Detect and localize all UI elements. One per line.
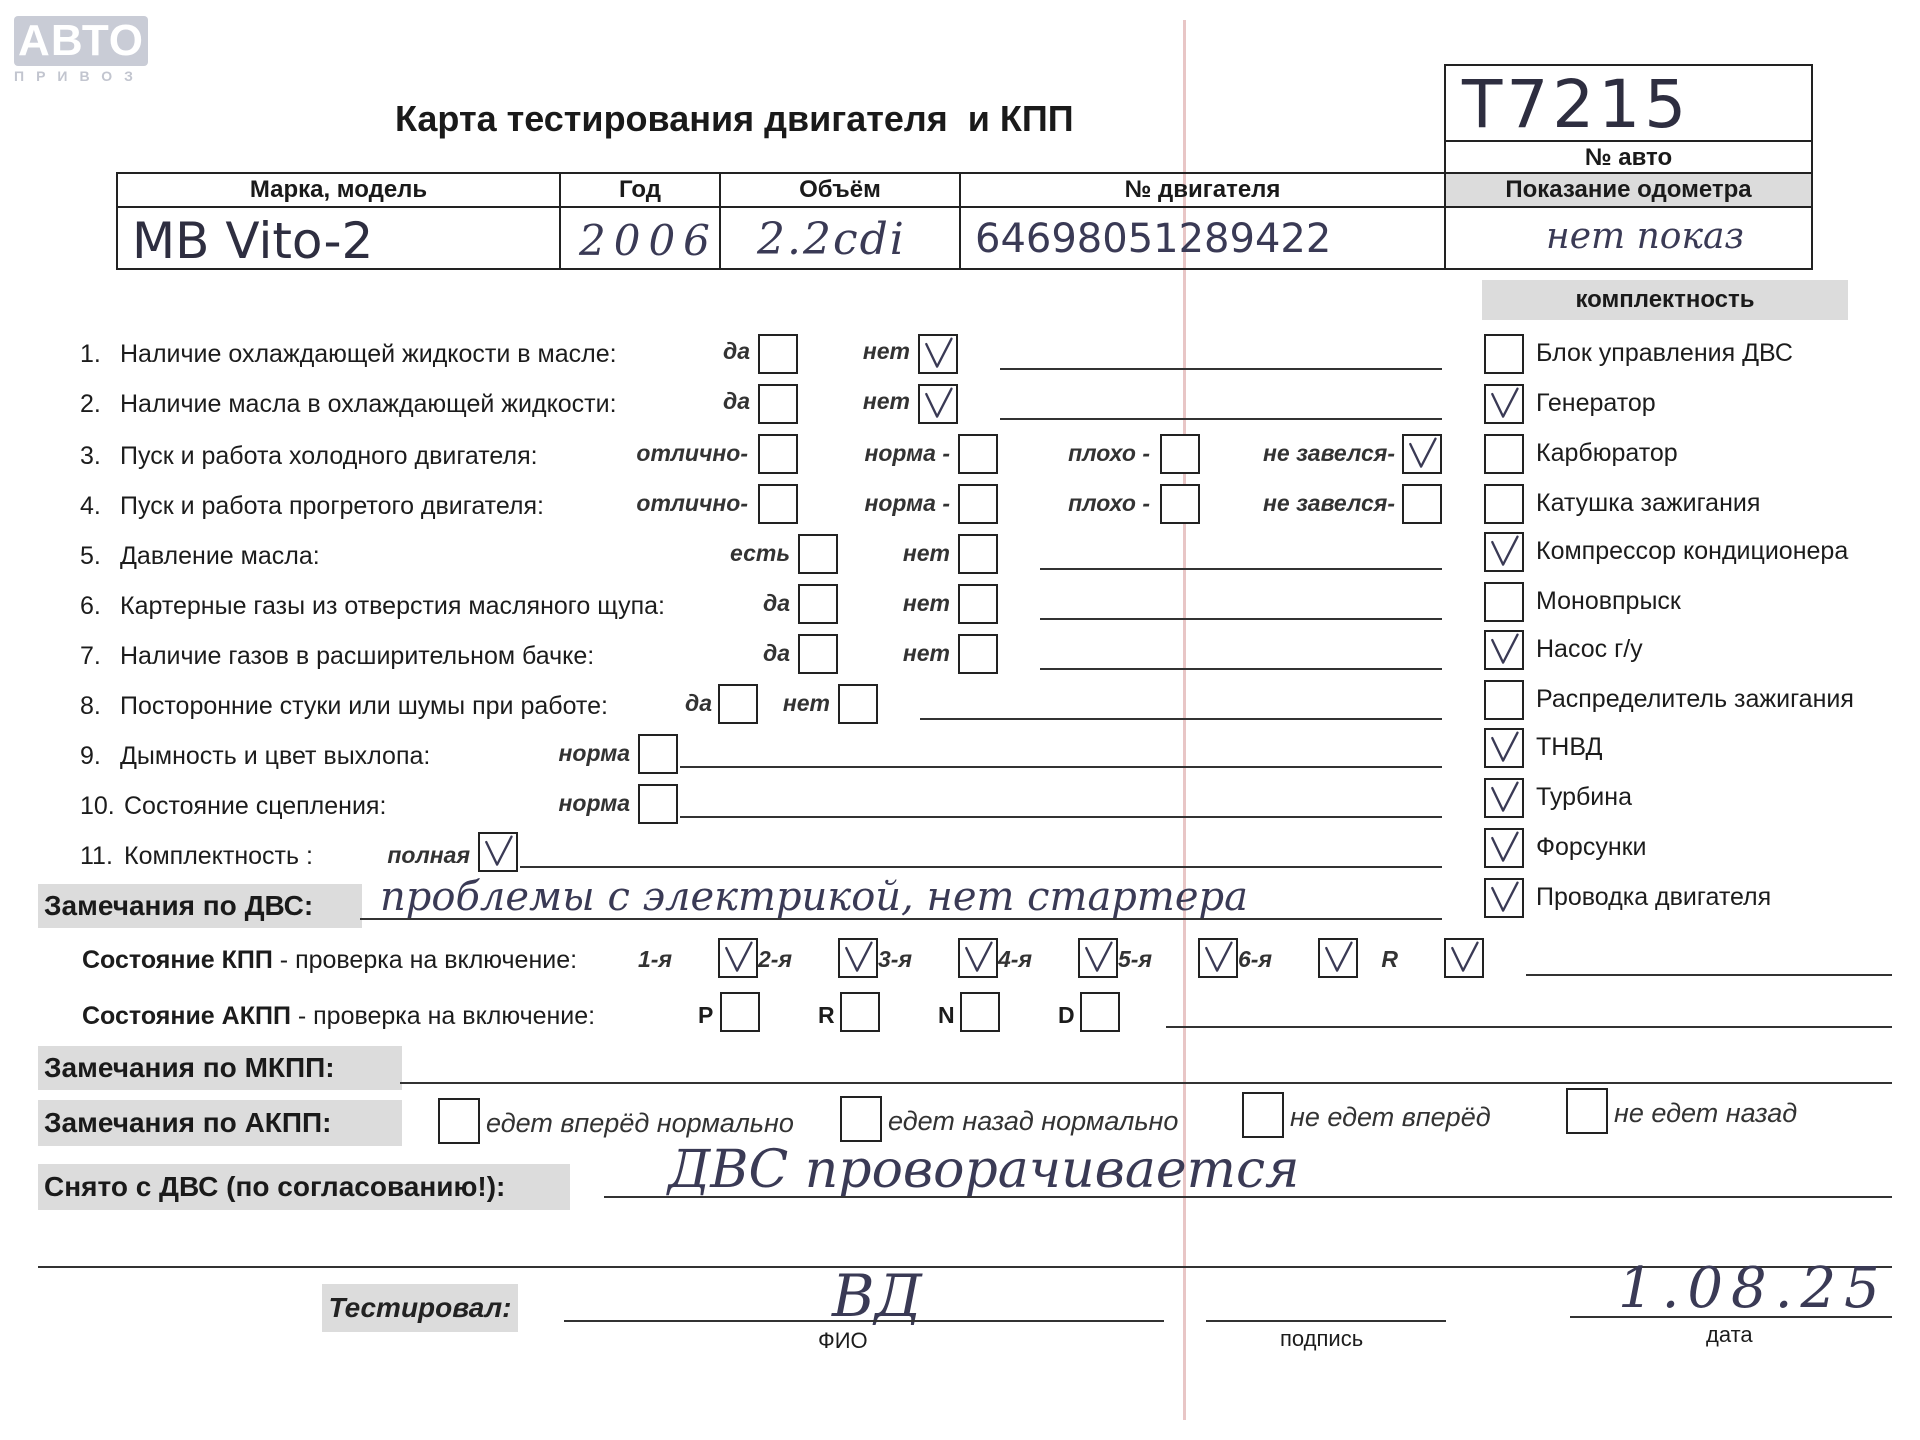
q4-normal-checkbox[interactable]: [958, 484, 998, 524]
q5-no-label: нет: [902, 540, 950, 566]
header-value-volume: 2.2cdi: [757, 214, 906, 265]
completeness-item-label: ТНВД: [1536, 733, 1603, 761]
mkpp-remarks-line: [400, 1082, 1892, 1084]
header-col-year: [559, 172, 721, 208]
q7-yes-label: да: [762, 640, 790, 666]
car-id-label-cell: [1444, 140, 1813, 175]
question-text: Наличие охлаждающей жидкости в масле:: [120, 340, 617, 368]
completeness-item-label: Компрессор кондиционера: [1536, 537, 1849, 565]
q4-bad-label: плохо -: [1068, 490, 1150, 516]
q8-no-checkbox[interactable]: [838, 684, 878, 724]
completeness-checkbox[interactable]: [1484, 778, 1524, 818]
q3-excellent-checkbox[interactable]: [758, 434, 798, 474]
akpp-backward-normal-label: едет назад нормально: [888, 1106, 1179, 1136]
tested-name: ВД: [832, 1262, 922, 1330]
akpp-not-backward-label: не едет назад: [1614, 1098, 1798, 1128]
q3-excellent-label: отлично-: [636, 440, 748, 466]
question-text: Наличие газов в расширительном бачке:: [120, 642, 595, 670]
q10-normal-checkbox[interactable]: [638, 784, 678, 824]
question-number: 4.: [80, 492, 101, 520]
akpp-mode-checkbox[interactable]: [960, 992, 1000, 1032]
question-text: Дымность и цвет выхлопа:: [120, 742, 431, 770]
q4-excellent-label: отлично-: [636, 490, 748, 516]
car-id-value: T7215: [1462, 66, 1691, 143]
header-val-volume-cell: [719, 206, 961, 270]
akpp-backward-normal-checkbox[interactable]: [840, 1096, 882, 1142]
kpp-gear-label: 3-я: [878, 946, 912, 972]
q8-yes-label: да: [684, 690, 712, 716]
q3-not-started-label: не завелся-: [1263, 440, 1395, 466]
header-col-engine: [959, 172, 1446, 208]
q1-line: [1000, 368, 1442, 370]
q4-not-started-checkbox[interactable]: [1402, 484, 1442, 524]
ice-remarks-line: [360, 918, 1442, 920]
q3-normal-label: норма -: [864, 440, 950, 466]
completeness-item-label: Блок управления ДВС: [1536, 339, 1793, 367]
kpp-gear-label: 4-я: [998, 946, 1032, 972]
q5-present-checkbox[interactable]: [798, 534, 838, 574]
logo: [14, 16, 150, 86]
completeness-item-label: Распределитель зажигания: [1536, 685, 1854, 713]
question-text: Пуск и работа холодного двигателя:: [120, 442, 538, 470]
q1-no-checkbox[interactable]: [918, 334, 958, 374]
completeness-checkbox[interactable]: [1484, 728, 1524, 768]
q7-no-label: нет: [902, 640, 950, 666]
q2-no-label: нет: [862, 388, 910, 414]
kpp-gear-label: R: [1381, 946, 1398, 972]
completeness-item-label: Проводка двигателя: [1536, 883, 1772, 911]
completeness-checkbox[interactable]: [1484, 532, 1524, 572]
q1-no-label: нет: [862, 338, 910, 364]
kpp-gear-label: 6-я: [1238, 946, 1272, 972]
question-number: 1.: [80, 340, 101, 368]
signature-caption: подпись: [1280, 1326, 1364, 1351]
akpp-not-backward-checkbox[interactable]: [1566, 1088, 1608, 1134]
removed-label: Снято с ДВС (по согласованию!):: [38, 1164, 570, 1210]
completeness-checkbox[interactable]: [1484, 630, 1524, 670]
akpp-remarks-label: Замечания по АКПП:: [38, 1100, 402, 1146]
header-label-odometer: Показание одометра: [1505, 176, 1752, 203]
header-col-model: [116, 172, 561, 208]
removed-value: ДВС проворачивается: [668, 1140, 1300, 1200]
header-label-year: Год: [619, 176, 661, 203]
q8-no-label: нет: [782, 690, 830, 716]
question-number: 5.: [80, 542, 101, 570]
question-text: Состояние сцепления:: [124, 792, 387, 820]
header-value-odometer: нет показ: [1546, 216, 1745, 257]
header-val-engine-cell: [959, 206, 1446, 270]
question-text: Посторонние стуки или шумы при работе:: [120, 692, 608, 720]
completeness-checkbox[interactable]: [1484, 828, 1524, 868]
akpp-mode-checkbox[interactable]: [720, 992, 760, 1032]
q6-line: [1040, 618, 1442, 620]
q2-yes-label: да: [722, 388, 750, 414]
completeness-checkbox[interactable]: [1484, 484, 1524, 524]
q5-present-label: есть: [730, 540, 790, 566]
completeness-item-label: Катушка зажигания: [1536, 489, 1761, 517]
header-value-year: 2006: [579, 216, 718, 265]
mkpp-remarks-label: Замечания по МКПП:: [38, 1046, 402, 1090]
q6-no-checkbox[interactable]: [958, 584, 998, 624]
q1-yes-label: да: [722, 338, 750, 364]
q8-yes-checkbox[interactable]: [718, 684, 758, 724]
akpp-mode-checkbox[interactable]: [1080, 992, 1120, 1032]
kpp-label: [82, 946, 577, 975]
q7-no-checkbox[interactable]: [958, 634, 998, 674]
completeness-item-label: Насос г/у: [1536, 635, 1643, 663]
akpp-label: [82, 1002, 595, 1031]
header-col-odometer: [1444, 172, 1813, 208]
question-number: 7.: [80, 642, 101, 670]
ice-remarks-value: проблемы с электрикой, нет стартера: [380, 874, 1248, 920]
car-id-box: [1444, 64, 1813, 143]
q7-line: [1040, 668, 1442, 670]
header-label-volume: Объём: [799, 176, 881, 203]
question-number: 8.: [80, 692, 101, 720]
completeness-item-label: Турбина: [1536, 783, 1632, 811]
header-label-model: Марка, модель: [249, 176, 428, 203]
kpp-gear-label: 5-я: [1118, 946, 1152, 972]
kpp-gear-label: 1-я: [638, 946, 672, 972]
car-id-label: № авто: [1584, 144, 1673, 171]
q6-yes-label: да: [762, 590, 790, 616]
akpp-label-rest: - проверка на включение:: [290, 1002, 596, 1030]
akpp-mode-label: R: [818, 1002, 835, 1028]
q2-no-checkbox[interactable]: [918, 384, 958, 424]
q3-normal-checkbox[interactable]: [958, 434, 998, 474]
completeness-checkbox[interactable]: [1484, 680, 1524, 720]
completeness-checkbox[interactable]: [1484, 878, 1524, 918]
q6-no-label: нет: [902, 590, 950, 616]
question-text: Наличие масла в охлаждающей жидкости:: [120, 390, 617, 418]
signature-line: [1206, 1320, 1446, 1322]
kpp-label-bold: Состояние КПП: [82, 946, 273, 974]
question-number: 10.: [80, 792, 115, 820]
q4-normal-label: норма -: [864, 490, 950, 516]
akpp-label-bold: Состояние АКПП: [82, 1002, 291, 1030]
akpp-line: [1166, 1026, 1892, 1028]
question-text: Комплектность :: [124, 842, 313, 870]
kpp-gear-label: 2-я: [758, 946, 792, 972]
question-number: 3.: [80, 442, 101, 470]
question-number: 2.: [80, 390, 101, 418]
tested-name-caption: ФИО: [818, 1328, 868, 1353]
akpp-not-forward-label: не едет вперёд: [1290, 1102, 1491, 1132]
akpp-mode-label: D: [1058, 1002, 1075, 1028]
header-value-model: MB Vito-2: [132, 212, 374, 270]
header-val-odometer-cell: [1444, 206, 1813, 270]
tested-label: Тестировал:: [322, 1284, 518, 1332]
completeness-checkbox[interactable]: [1484, 434, 1524, 474]
completeness-item-label: Генератор: [1536, 389, 1656, 417]
header-val-model-cell: [116, 206, 561, 270]
akpp-forward-normal-checkbox[interactable]: [438, 1098, 480, 1144]
q11-full-label: полная: [387, 842, 470, 868]
ice-remarks-label: Замечания по ДВС:: [38, 884, 362, 928]
tested-name-line: [564, 1320, 1164, 1322]
header-label-engine: № двигателя: [1124, 176, 1281, 203]
q7-yes-checkbox[interactable]: [798, 634, 838, 674]
q11-line: [520, 866, 1442, 868]
question-text: Картерные газы из отверстия масляного щупа:: [120, 592, 665, 620]
q3-bad-checkbox[interactable]: [1160, 434, 1200, 474]
q1-yes-checkbox[interactable]: [758, 334, 798, 374]
page-title: Карта тестирования двигателя и КПП: [395, 98, 1074, 139]
completeness-checkbox[interactable]: [1484, 582, 1524, 622]
kpp-line: [1526, 974, 1892, 976]
question-number: 11.: [80, 842, 113, 870]
q9-normal-label: норма: [558, 740, 630, 766]
akpp-not-forward-checkbox[interactable]: [1242, 1092, 1284, 1138]
q5-line: [1040, 568, 1442, 570]
q8-line: [920, 718, 1442, 720]
logo-main: АВТО: [14, 16, 148, 66]
q2-yes-checkbox[interactable]: [758, 384, 798, 424]
date-line: [1570, 1316, 1892, 1318]
q3-not-started-checkbox[interactable]: [1402, 434, 1442, 474]
header-col-volume: [719, 172, 961, 208]
kpp-gear-checkbox[interactable]: [1444, 938, 1484, 978]
logo-sub: ПРИВОЗ: [14, 68, 145, 84]
removed-line: [604, 1196, 1892, 1198]
q4-excellent-checkbox[interactable]: [758, 484, 798, 524]
q2-line: [1000, 418, 1442, 420]
q11-full-checkbox[interactable]: [478, 832, 518, 872]
q10-line: [680, 816, 1442, 818]
q5-no-checkbox[interactable]: [958, 534, 998, 574]
header-val-year-cell: [559, 206, 721, 270]
q10-normal-label: норма: [558, 790, 630, 816]
completeness-item-label: Моновпрыск: [1536, 587, 1681, 615]
akpp-mode-label: P: [698, 1002, 714, 1028]
q4-bad-checkbox[interactable]: [1160, 484, 1200, 524]
completeness-item-label: Карбюратор: [1536, 439, 1678, 467]
completeness-item-label: Форсунки: [1536, 833, 1647, 861]
akpp-mode-checkbox[interactable]: [840, 992, 880, 1032]
completeness-checkbox[interactable]: [1484, 384, 1524, 424]
q4-not-started-label: не завелся-: [1263, 490, 1395, 516]
extra-line: [38, 1266, 1892, 1268]
q9-normal-checkbox[interactable]: [638, 734, 678, 774]
date-caption: дата: [1706, 1322, 1753, 1347]
akpp-mode-label: N: [938, 1002, 955, 1028]
tested-date: 1.08.25: [1618, 1256, 1888, 1321]
kpp-label-rest: - проверка на включение:: [272, 946, 578, 974]
q3-bad-label: плохо -: [1068, 440, 1150, 466]
q9-line: [680, 766, 1442, 768]
akpp-forward-normal-label: едет вперёд нормально: [486, 1108, 794, 1138]
header-value-engine: 64698051289422: [975, 216, 1332, 262]
q6-yes-checkbox[interactable]: [798, 584, 838, 624]
question-text: Давление масла:: [120, 542, 320, 570]
completeness-checkbox[interactable]: [1484, 334, 1524, 374]
completeness-title: комплектность: [1482, 280, 1848, 320]
question-text: Пуск и работа прогретого двигателя:: [120, 492, 544, 520]
question-number: 9.: [80, 742, 101, 770]
question-number: 6.: [80, 592, 101, 620]
